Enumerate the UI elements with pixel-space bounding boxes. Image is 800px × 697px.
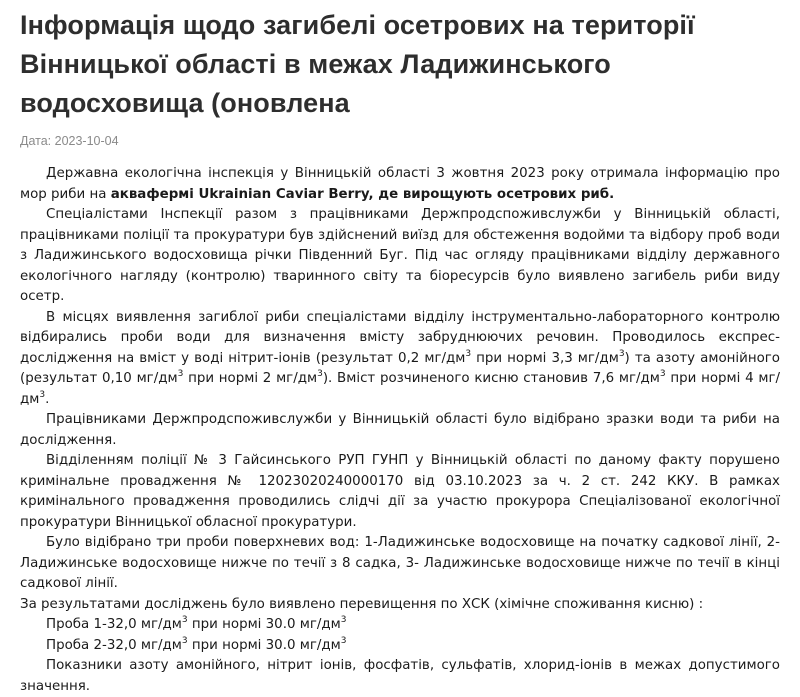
superscript: 3 <box>181 635 188 646</box>
probe-1 <box>20 615 780 636</box>
probe-1-norm: при нормі 30.0 мг/дм <box>187 617 341 632</box>
paragraph-5: Відділенням поліції № 3 Гайсинського РУП ГУНП у Вінницькій області по даному факту порушено кримінальне провадження № 12023020240000170 від 03.10.2023 за ч. 2 ст. 242 ККУ. В рамках кримінального провадження проводились слідчі дії за участю прокурора Спеціалізованої екологічної прокуратури Вінницької обласної прокуратури. <box>20 453 780 530</box>
superscript: 3 <box>659 369 666 379</box>
paragraph-8: Показники азоту амонійного, нітрит іонів, фосфатів, сульфатів, хлорид-іонів в межах допустимого значення. <box>20 658 780 694</box>
superscript: 3 <box>181 615 188 625</box>
paragraph-1-text: Державна екологічна інспекція у Вінницькій області 3 жовтня 2023 року отримала інформацію про мор риби на <box>20 166 780 202</box>
superscript: 3 <box>177 369 184 379</box>
superscript: 3 <box>340 635 347 646</box>
p3-part-f: при нормі 4 мг/дм <box>20 371 781 407</box>
p3-part-c: ) та азоту амонійного (результат 0,10 мг/дм <box>20 350 781 386</box>
page-title: Інформація щодо загибелі осетрових на території Вінницької області в межах Ладижинського водосховища (оновлена <box>20 10 695 118</box>
probe-2-norm: при нормі 30.0 мг/дм <box>187 637 341 653</box>
p3-part-a: В місцях виявлення загиблої риби спеціалістами відділу інструментально-лабораторного контролю відбирались проби води для визначення вмісту забруднюючих речовин. Проводилось експрес-дослідження на вміст у воді нітрит-іонів (результат 0,2 мг/дм <box>20 309 780 366</box>
p3-part-e: ). Вміст розчиненого кисню становив 7,6 мг/дм <box>322 371 660 386</box>
publish-date: Дата: 2023-10-04 <box>20 134 119 148</box>
article-body <box>20 164 780 697</box>
probe-1-value: Проба 1-32,0 мг/дм <box>46 617 182 632</box>
superscript: 3 <box>340 615 347 625</box>
paragraph-7: За результатами досліджень було виявлено перевищення по ХСК (хімічне споживання кисню) : <box>20 596 704 612</box>
superscript: 3 <box>465 348 472 359</box>
paragraph-3 <box>20 308 780 411</box>
paragraph-6: Було відібрано три проби поверхневих вод: 1-Ладижинське водосховище на початку садкової лінії, 2-Ладижинське водосховище нижче по течії з 8 садка, 3- Ладижинське водосховище нижче по течії в кінці садкової лінії. <box>20 535 780 591</box>
probe-2 <box>20 636 780 657</box>
paragraph-1-bold: аквафермі Ukrainian Caviar Berry, де вирощують осетрових риб. <box>110 186 615 202</box>
p3-part-g: . <box>45 391 50 407</box>
p3-part-d: при нормі 2 мг/дм <box>183 371 318 386</box>
paragraph-1 <box>20 164 780 205</box>
paragraph-4: Працівниками Держпродспоживслужби у Вінницькій області було відібрано зразки води та риби на дослідження. <box>20 412 780 448</box>
probe-2-value: Проба 2-32,0 мг/дм <box>46 637 182 653</box>
p3-part-b: при нормі 3,3 мг/дм <box>471 350 619 366</box>
superscript: 3 <box>317 369 323 379</box>
superscript: 3 <box>39 389 46 400</box>
paragraph-2: Спеціалістами Інспекції разом з працівниками Держпродспоживслужби у Вінницькій області, працівниками поліції та прокуратури був здійснений виїзд для обстеження водойми та відбору проб води з Ладижинського водосховища річки Південний Буг. Під час огляду працівниками відділу державного екологічного нагляду (контролю) тваринного світу та біоресурсів було виявлено загибель риби виду осетр. <box>20 207 780 304</box>
superscript: 3 <box>618 348 625 359</box>
